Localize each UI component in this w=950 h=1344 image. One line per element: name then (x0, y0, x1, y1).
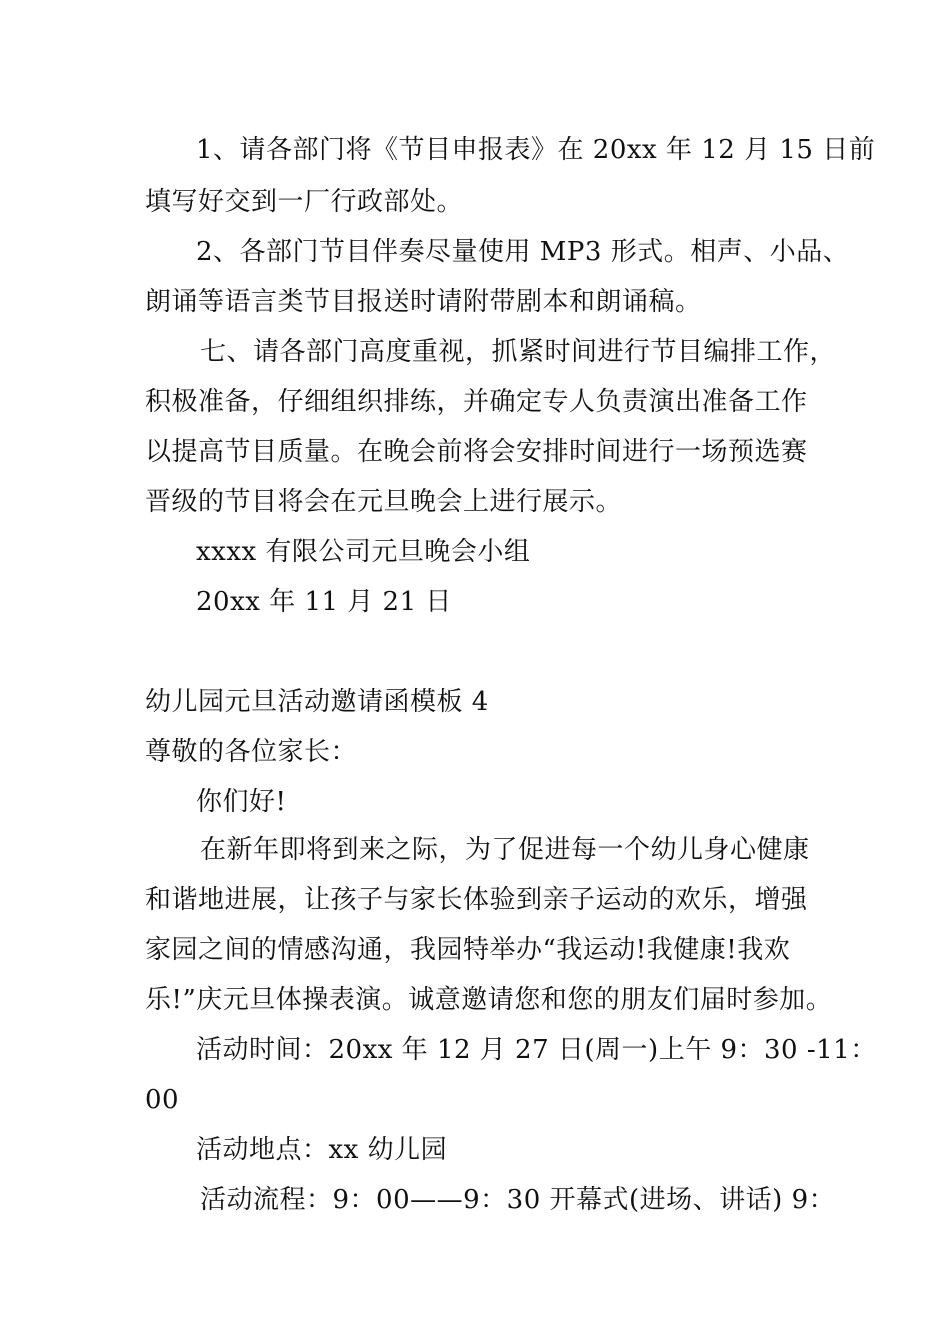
paragraph-line: 积极准备，仔细组织排练，并确定专人负责演出准备工作 (145, 387, 808, 417)
activity-time: 活动时间：20xx 年 12 月 27 日(周一)上午 9：30 -11： (196, 1035, 877, 1065)
paragraph-line: 2、各部门节目伴奏尽量使用 MP3 形式。相声、小品、 (196, 237, 850, 267)
signature: xxxx 有限公司元旦晚会小组 (196, 537, 531, 567)
activity-time-continued: 00 (145, 1085, 180, 1115)
paragraph-line: 1、请各部门将《节目申报表》在 20xx 年 12 月 15 日前 (196, 135, 876, 165)
salutation: 尊敬的各位家长： (145, 737, 358, 767)
activity-schedule: 活动流程：9：00——9：30 开幕式(进场、讲话) 9： (200, 1185, 836, 1215)
greeting: 你们好! (196, 787, 287, 817)
paragraph-line: 填写好交到一厂行政部处。 (145, 187, 464, 217)
paragraph-line: 朗诵等语言类节目报送时请附带剧本和朗诵稿。 (145, 287, 702, 317)
paragraph-line: 乐!”庆元旦体操表演。诚意邀请您和您的朋友们届时参加。 (145, 985, 833, 1015)
paragraph-line: 以提高节目质量。在晚会前将会安排时间进行一场预选赛 (145, 437, 808, 467)
paragraph-line: 晋级的节目将会在元旦晚会上进行展示。 (145, 487, 623, 517)
paragraph-line: 家园之间的情感沟通，我园特举办“我运动!我健康!我欢 (145, 935, 791, 965)
section-title: 幼儿园元旦活动邀请函模板 4 (145, 687, 489, 717)
date: 20xx 年 11 月 21 日 (196, 587, 452, 617)
paragraph-line: 七、请各部门高度重视，抓紧时间进行节目编排工作， (200, 337, 837, 367)
paragraph-line: 在新年即将到来之际，为了促进每一个幼儿身心健康 (200, 835, 810, 865)
paragraph-line: 和谐地进展，让孩子与家长体验到亲子运动的欢乐，增强 (145, 885, 808, 915)
activity-place: 活动地点：xx 幼儿园 (196, 1135, 448, 1165)
